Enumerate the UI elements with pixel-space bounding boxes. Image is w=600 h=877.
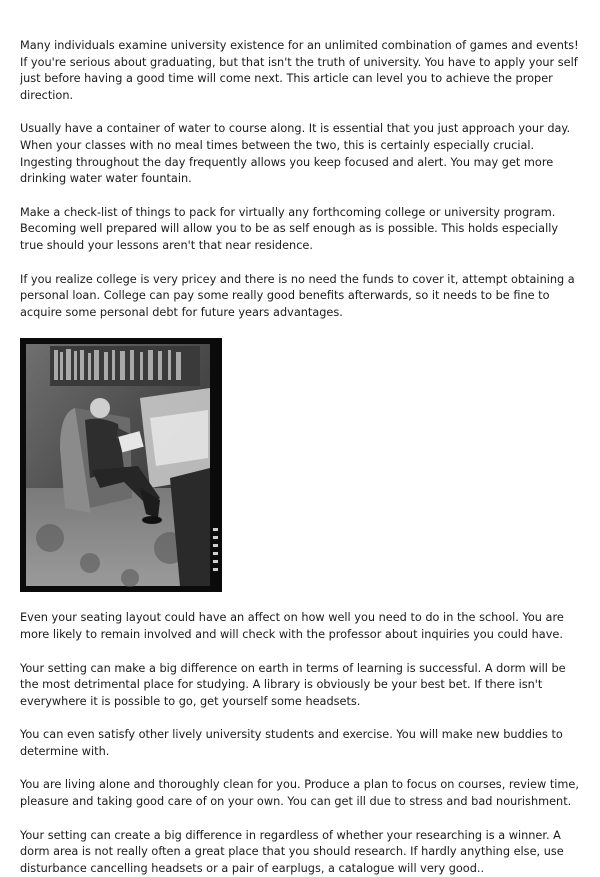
paragraph-6: Your setting can make a big difference on earth in terms of learning is successful. A dorm will be the most detrimental place for studying. A library is obviously be your best bet. If there isn't everywhere it is possible to go, get yourself some headsets. [20, 661, 566, 708]
paragraph-5: Even your seating layout could have an affect on how well you need to do in the school. You are more likely to remain involved and will check with the professor about inquiries you could have. [20, 611, 564, 641]
paragraph-3: Make a check-list of things to pack for virtually any forthcoming college or university program. Becoming well prepared will allow you to be as self enough as is possible. This holds especially true should your lessons aren't that near residence. [20, 205, 559, 252]
paragraph-9: Your setting can create a big difference in regardless of whether your researching is a winner. A dorm area is not really often a great place that you should research. If hardly anything else, use disturbance cancelling headsets or a pair of earplugs, a catalogue will very good.. [20, 828, 564, 875]
archival-photo-icon [20, 338, 222, 592]
paragraph-1: Many individuals examine university existence for an unlimited combination of games and events! If you're serious about graduating, but that isn't the truth of university. You have to apply your self just before having a good time will come next. This article can level you to achieve the proper direction. [20, 39, 579, 102]
paragraph-8: You are living alone and thoroughly clean for you. Produce a plan to focus on courses, review time, pleasure and taking good care of on your own. You can get ill due to stress and bad nourishment. [20, 778, 579, 809]
article-photo [20, 338, 222, 592]
paragraph-2: Usually have a container of water to course along. It is essential that you just approach your day. When your classes with no meal times between the two, this is certainly especially crucial. Ingesting throughout the day frequently allows you keep focused and alert. You may get more drinking water water fountain. [20, 122, 571, 186]
paragraph-4: If you realize college is very pricey and there is no need the funds to cover it, attempt obtaining a personal loan. College can pay some really good benefits afterwards, so it needs to be fine to acquire some personal debt for future years advantages. [20, 272, 575, 319]
paragraph-7: You can even satisfy other lively university students and exercise. You will make new buddies to determine with. [20, 728, 563, 758]
